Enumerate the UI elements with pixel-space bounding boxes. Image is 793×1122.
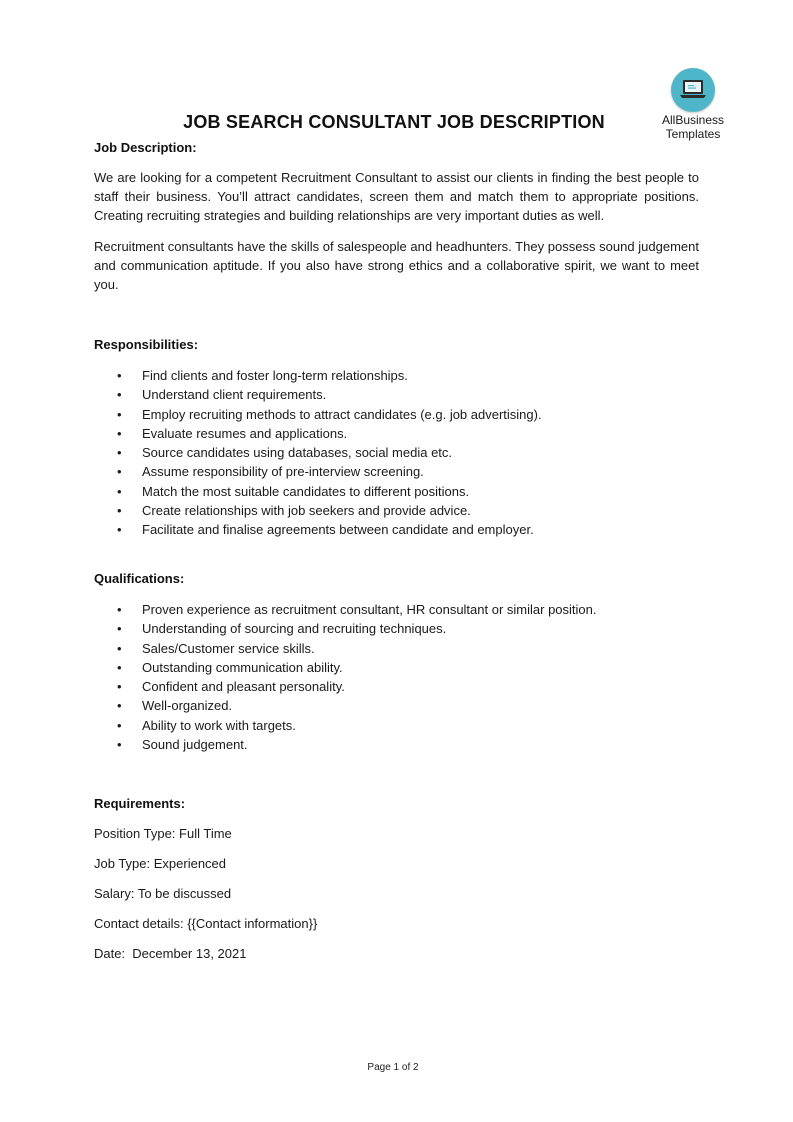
list-item-text: Assume responsibility of pre-interview screening. bbox=[142, 464, 424, 480]
qualifications-heading: Qualifications: bbox=[94, 571, 185, 586]
list-item bbox=[94, 716, 597, 735]
job-description-paragraph-1: We are looking for a competent Recruitment Consultant to assist our clients in finding the best people to staff their business. You’ll attract candidates, screen them and match them to appropriate positions. Creating recruiting strategies and building relationships are very important duties as well. bbox=[94, 170, 699, 223]
bullet-icon: • bbox=[117, 387, 122, 403]
job-description-paragraph-2: Recruitment consultants have the skills of salespeople and headhunters. They possess sound judgement and communication aptitude. If you also have strong ethics and a collaborative spirit, we want to meet you. bbox=[94, 239, 699, 292]
bullet-icon: • bbox=[117, 522, 122, 538]
list-item bbox=[94, 405, 542, 424]
list-item bbox=[94, 462, 542, 481]
bullet-icon: • bbox=[117, 368, 122, 383]
bullet-icon: • bbox=[117, 483, 122, 499]
bullet-icon: • bbox=[117, 698, 122, 714]
list-item-text: Evaluate resumes and applications. bbox=[142, 425, 348, 441]
list-item-text: Understanding of sourcing and recruiting techniques. bbox=[142, 621, 447, 637]
list-item-text: Confident and pleasant personality. bbox=[142, 679, 345, 695]
bullet-icon: • bbox=[117, 659, 122, 675]
list-item bbox=[94, 696, 597, 715]
list-item-text: Proven experience as recruitment consultant, HR consultant or similar position. bbox=[142, 602, 597, 617]
job-type: Job Type: Experienced bbox=[94, 856, 227, 871]
contact-details: Contact details: {{Contact information}} bbox=[94, 916, 318, 931]
list-item-text: Outstanding communication ability. bbox=[142, 659, 343, 675]
list-item-text: Understand client requirements. bbox=[142, 387, 327, 403]
bullet-icon: • bbox=[117, 621, 122, 637]
requirements-heading: Requirements: bbox=[94, 796, 186, 811]
bullet-icon: • bbox=[117, 425, 122, 441]
bullet-icon: • bbox=[117, 602, 122, 617]
list-item-text: Ability to work with targets. bbox=[142, 717, 296, 733]
responsibilities-heading: Responsibilities: bbox=[94, 337, 199, 352]
bullet-icon: • bbox=[117, 640, 122, 656]
qualifications-list bbox=[94, 600, 597, 754]
list-item bbox=[94, 424, 542, 443]
bullet-icon: • bbox=[117, 503, 122, 519]
logo-text-line2: Templates bbox=[665, 127, 721, 141]
list-item-text: Well-organized. bbox=[142, 698, 233, 714]
list-item bbox=[94, 385, 542, 404]
list-item bbox=[94, 619, 597, 638]
list-item-text: Sales/Customer service skills. bbox=[142, 640, 315, 656]
bullet-icon: • bbox=[117, 406, 122, 422]
page-number: Page 1 of 2 bbox=[367, 1062, 419, 1073]
salary: Salary: To be discussed bbox=[94, 886, 232, 901]
laptop-icon bbox=[671, 68, 715, 112]
document-title: JOB SEARCH CONSULTANT JOB DESCRIPTION bbox=[183, 112, 605, 132]
bullet-icon: • bbox=[117, 717, 122, 733]
list-item bbox=[94, 677, 597, 696]
list-item bbox=[94, 443, 542, 462]
list-item-text: Find clients and foster long-term relationships. bbox=[142, 368, 408, 383]
bullet-icon: • bbox=[117, 464, 122, 480]
list-item bbox=[94, 520, 542, 539]
list-item bbox=[94, 639, 597, 658]
list-item-text: Employ recruiting methods to attract candidates (e.g. job advertising). bbox=[142, 406, 542, 422]
list-item bbox=[94, 658, 597, 677]
list-item bbox=[94, 735, 597, 754]
document-date: Date: December 13, 2021 bbox=[94, 946, 247, 961]
logo-text-line1: AllBusiness bbox=[661, 113, 725, 127]
list-item bbox=[94, 501, 542, 520]
bullet-icon: • bbox=[117, 737, 122, 753]
list-item-text: Create relationships with job seekers and provide advice. bbox=[142, 503, 471, 519]
responsibilities-list bbox=[94, 366, 542, 540]
job-description-heading: Job Description: bbox=[94, 140, 197, 155]
list-item bbox=[94, 366, 542, 385]
list-item bbox=[94, 600, 597, 619]
list-item bbox=[94, 482, 542, 501]
list-item-text: Facilitate and finalise agreements between candidate and employer. bbox=[142, 522, 534, 538]
list-item-text: Sound judgement. bbox=[142, 737, 248, 753]
bullet-icon: • bbox=[117, 679, 122, 695]
bullet-icon: • bbox=[117, 445, 122, 461]
list-item-text: Source candidates using databases, social media etc. bbox=[142, 445, 453, 461]
position-type: Position Type: Full Time bbox=[94, 826, 232, 841]
list-item-text: Match the most suitable candidates to different positions. bbox=[142, 483, 470, 499]
